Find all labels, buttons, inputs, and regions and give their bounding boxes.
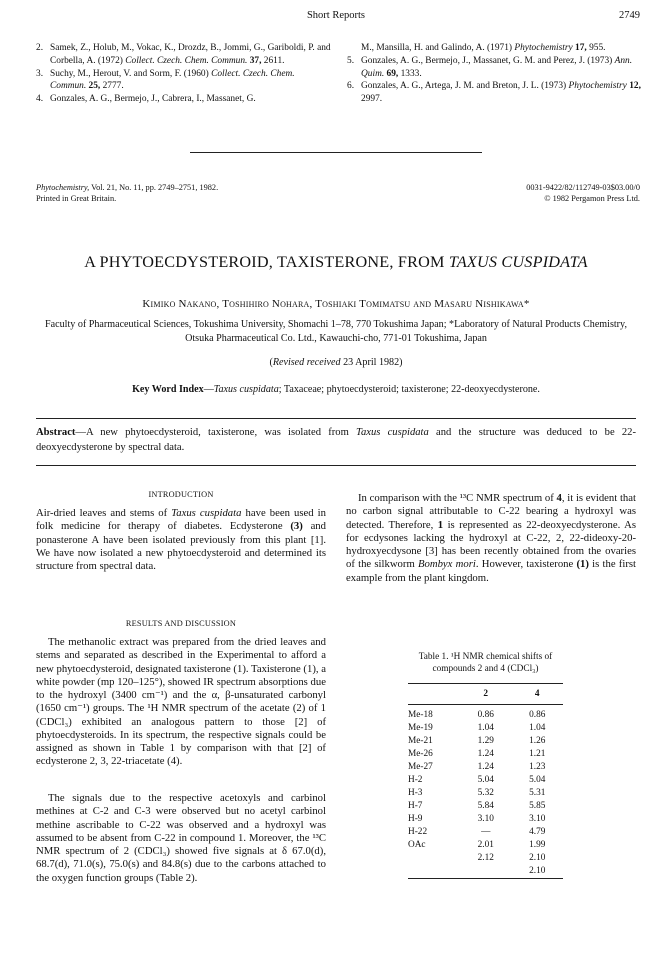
reference-text: Gonzales, A. G., Bermejo, J., Massanet, G. M. and Perez, J. (1973) — [361, 55, 615, 66]
discussion-text-3: is represented as 22-deoxyecdysterone. As for ecdysones lacking the hydroxyl at C-22, 2, 22-dideoxy-20-hydroxyecdysone [3] has been recently obtained from the ovaries of the silkworm — [346, 518, 637, 571]
table-row-label: Me-18 — [408, 710, 433, 721]
table-cell: 1.24 — [477, 762, 494, 773]
publication-info-right — [526, 182, 640, 204]
affiliations: Faculty of Pharmaceutical Sciences, Tokushima University, Shomachi 1–78, 770 Tokushima Japan; *Laboratory of Natural Products Chemistry, Otsuka Pharmaceutical Co. Ltd., Kawauchi-cho, 771-01 Tokushima, Japan — [45, 319, 627, 345]
table-row — [408, 839, 563, 852]
abstract-label: Abstract — [36, 427, 76, 438]
references-column-right — [347, 42, 642, 106]
table-cell: 5.84 — [477, 801, 494, 812]
table-cell: 3.10 — [529, 814, 546, 825]
abstract-species: Taxus cuspidata — [356, 427, 429, 438]
table-row-label: H-3 — [408, 788, 423, 799]
copyright-notice: © 1982 Pergamon Press Ltd. — [544, 194, 640, 204]
journal-name: Phytochemistry, — [36, 183, 90, 192]
abstract-text: A new phytoecdysteroid, taxisterone, was isolated from — [86, 427, 357, 438]
table-cell: 1.99 — [529, 840, 546, 851]
revised-date: 23 April 1982 — [340, 357, 400, 368]
table-grid — [408, 684, 563, 704]
table-row-label: H-7 — [408, 801, 423, 812]
table-row — [408, 761, 563, 774]
discussion-species: Bombyx mori — [418, 558, 476, 571]
introduction-heading: INTRODUCTION — [148, 490, 214, 499]
reference-text: M., Mansilla, H. and Galindo, A. (1971) — [361, 43, 515, 53]
reference-text: Gonzales, A. G., Artega, J. M. and Breton, J. L. (1973) — [361, 81, 569, 92]
table-rule-bottom — [408, 878, 563, 879]
table-header-row — [408, 684, 563, 704]
abstract-dash: — — [75, 427, 87, 438]
table-cell: 1.04 — [529, 723, 546, 734]
reference-item — [347, 55, 642, 81]
reference-number: 5. — [347, 55, 355, 66]
table-row-label: H-9 — [408, 814, 423, 825]
introduction-paragraph — [36, 507, 326, 573]
keyword-label: Key Word Index — [132, 384, 204, 395]
reference-journal: Phytochemistry — [514, 43, 573, 53]
reference-number: 2. — [36, 43, 44, 53]
abstract-text-2: and the structure was deduced to be 22-deoxyecdysterone by spectral data. — [36, 427, 636, 453]
table-row — [408, 735, 563, 748]
reference-volume: 12, — [626, 81, 641, 92]
abstract-rule-bottom — [36, 465, 636, 466]
table-cell: 5.32 — [477, 788, 494, 799]
compound-ref: (1) — [576, 558, 589, 571]
printed-in: Printed in Great Britain. — [36, 194, 117, 204]
keyword-terms: ; Taxaceae; phytoecdysteroid; taxisterone; 22-deoxyecdysterone. — [278, 384, 540, 395]
table-cell: — — [481, 827, 491, 838]
table-cell: 1.29 — [477, 736, 494, 747]
reference-text: Gonzales, A. G., Bermejo, J., Cabrera, I., Massanet, G. — [50, 94, 256, 105]
table-cell — [460, 865, 512, 878]
discussion-text-5: is the first example from the plant kingdom. — [346, 558, 637, 584]
revised-label: Revised received — [272, 357, 341, 368]
table-cell: 5.31 — [529, 788, 546, 799]
reference-pages: 1333. — [398, 68, 422, 79]
intro-compound-ref: (3) — [290, 520, 303, 533]
table-row-label: OAc — [408, 840, 426, 851]
table-cell: 2.12 — [477, 853, 494, 864]
discussion-text-2: , it is evident that no carbon signal attributable to C-22 bearing a hydroxyl was detected. Therefore, — [346, 492, 636, 531]
table-row — [408, 748, 563, 761]
reference-journal: Collect. Czech. Chem. Commun. — [125, 55, 248, 66]
compound-ref: 1 — [437, 518, 444, 531]
reference-item — [347, 80, 642, 106]
results-paragraph-2: The signals due to the respective acetoxyls and carbinol methines at C-2 and C-3 were observed but no acetyl carbinol methine ascribable to C-22 was observed and a hydroxyl was assumed to be absent from C-22 in compound 1. Moreover, the ¹³C NMR spectrum of 2 (CDCl₃) showed five signals at δ 67.0(d), 68.7(d), 71.0(s), 75.0(s) and 84.8(s) due to the carbons attached to the oxygen function groups (Table 2). — [36, 792, 326, 884]
journal-citation: Vol. 21, No. 11, pp. 2749–2751, 1982. — [89, 183, 219, 192]
discussion-text-4: . However, taxisterone — [475, 558, 577, 571]
references-column-left — [36, 42, 331, 106]
table-cell: 1.24 — [477, 749, 494, 760]
table-cell: 1.23 — [529, 762, 546, 773]
table-row-label: Me-19 — [408, 723, 433, 734]
table-header-cell: 2 — [483, 688, 489, 699]
discussion-paragraph — [346, 492, 636, 585]
intro-text-2: have been used in folk medicine for therapy of diabetes. Ecdysterone — [36, 507, 326, 533]
reference-item — [36, 42, 331, 68]
table-row-label: Me-21 — [408, 736, 433, 747]
table-cell: 0.86 — [477, 710, 494, 721]
keyword-dash: — — [203, 384, 214, 395]
reference-volume: 17, — [572, 43, 587, 53]
keyword-species: Taxus cuspidata — [213, 384, 279, 395]
table-row-label: H-2 — [408, 775, 423, 786]
intro-species: Taxus cuspidata — [171, 507, 242, 519]
title-text: A PHYTOECDYSTEROID, TAXISTERONE, FROM — [84, 253, 449, 271]
table-row — [408, 705, 563, 722]
page-number: 2749 — [619, 10, 640, 21]
reference-item — [347, 42, 642, 55]
table-cell: 2.10 — [529, 853, 546, 864]
discussion-text: In comparison with the ¹³C NMR spectrum of — [358, 492, 557, 504]
table-caption: Table 1. ¹H NMR chemical shifts of compounds 2 and 4 (CDCl₃) — [418, 652, 553, 675]
table-row — [408, 813, 563, 826]
table-row-label: H-22 — [408, 827, 428, 838]
reference-volume: 69, — [384, 68, 399, 79]
table-row — [408, 722, 563, 735]
table-row — [408, 800, 563, 813]
reference-number — [347, 42, 361, 55]
revised-received: (Revised received 23 April 1982) — [269, 357, 403, 368]
reference-journal: Collect. Czech. Chem. Commun. — [50, 68, 295, 92]
reference-journal: Phytochemistry — [568, 81, 627, 92]
results-heading: RESULTS AND DISCUSSION — [125, 619, 237, 628]
reference-number: 4. — [36, 94, 44, 105]
compound-ref: 4 — [556, 492, 562, 504]
reference-volume: 37, — [247, 55, 262, 66]
table-row-label — [408, 865, 460, 878]
table-row — [408, 865, 563, 878]
references-list — [36, 42, 642, 106]
abstract — [36, 426, 636, 455]
table-cell: 2.10 — [529, 866, 546, 877]
table-cell: 5.85 — [529, 801, 546, 812]
table-row-label — [408, 852, 460, 865]
article-code: 0031-9422/82/112749-03$03.00/0 — [526, 183, 640, 192]
table-cell: 5.04 — [477, 775, 494, 786]
running-header-section: Short Reports — [306, 10, 366, 21]
results-paragraph-1: The methanolic extract was prepared from the dried leaves and stems and separated as described in the Experimental to afford a new phytoecdysteroid, designated taxisterone (1). Taxisterone (1), a white powder (mp 120–125°), showed IR spectrum absorptions due to the hydroxyl (3400 cm⁻¹) and the α, β-unsaturated carbonyl (1650 cm⁻¹) groups. The ¹H NMR spectrum of the acetate (2) of 1 (CDCl₃) exhibited an analogous pattern to those [2] of phytoecdysteroids. In its spectrum, the respective signals could be assigned as shown in Table 1 by comparison with that [2] of ecdysterone 2, 3, 22-triacetate (4). — [36, 636, 326, 768]
table-cell: 1.21 — [529, 749, 546, 760]
reference-number: 6. — [347, 81, 355, 92]
article-title — [0, 253, 672, 272]
reference-journal: Ann. Quim. — [361, 55, 633, 79]
table-row — [408, 852, 563, 865]
reference-item — [36, 68, 331, 94]
intro-text: Air-dried leaves and stems of — [36, 507, 172, 519]
reference-pages: 2997. — [361, 94, 383, 105]
table-row-label: Me-26 — [408, 749, 433, 760]
table-header-cell: 4 — [534, 688, 540, 699]
table-header-cell — [408, 684, 460, 704]
table-cell: 1.04 — [477, 723, 494, 734]
reference-pages: 2777. — [100, 81, 124, 92]
intro-text-3: and ponasterone A have been isolated previously from this plant [1]. We have now isolated a new phytoecdysteroid and determined its structure from spectral data. — [36, 520, 326, 573]
table-body — [408, 705, 563, 878]
abstract-rule-top — [36, 418, 636, 419]
table-row-label: Me-27 — [408, 762, 433, 773]
table-1 — [408, 651, 563, 879]
table-row — [408, 826, 563, 839]
table-cell: 0.86 — [529, 710, 546, 721]
author-list: Kimiko Nakano, Toshihiro Nohara, Toshiaki Tomimatsu and Masaru Nishikawa* — [142, 298, 530, 310]
reference-text: Suchy, M., Herout, V. and Sorm, F. (1960) — [50, 68, 212, 79]
table-row — [408, 774, 563, 787]
reference-text: Samek, Z., Holub, M., Vokac, K., Drozdz, B., Jommi, G., Gariboldi, P. and Corbella, A. (1972) — [50, 43, 331, 66]
table-row — [408, 787, 563, 800]
reference-pages: 955. — [586, 43, 606, 53]
table-cell: 3.10 — [477, 814, 494, 825]
table-cell: 1.26 — [529, 736, 546, 747]
article-separator-rule — [190, 152, 482, 153]
keyword-index — [0, 384, 672, 395]
reference-item — [36, 93, 331, 106]
table-cell: 4.79 — [529, 827, 546, 838]
reference-volume: 25, — [86, 81, 101, 92]
reference-number: 3. — [36, 68, 44, 79]
title-species: TAXUS CUSPIDATA — [448, 253, 588, 271]
table-cell: 5.04 — [529, 775, 546, 786]
table-cell: 2.01 — [477, 840, 494, 851]
reference-pages: 2611. — [261, 55, 285, 66]
publication-info-left — [36, 182, 218, 204]
